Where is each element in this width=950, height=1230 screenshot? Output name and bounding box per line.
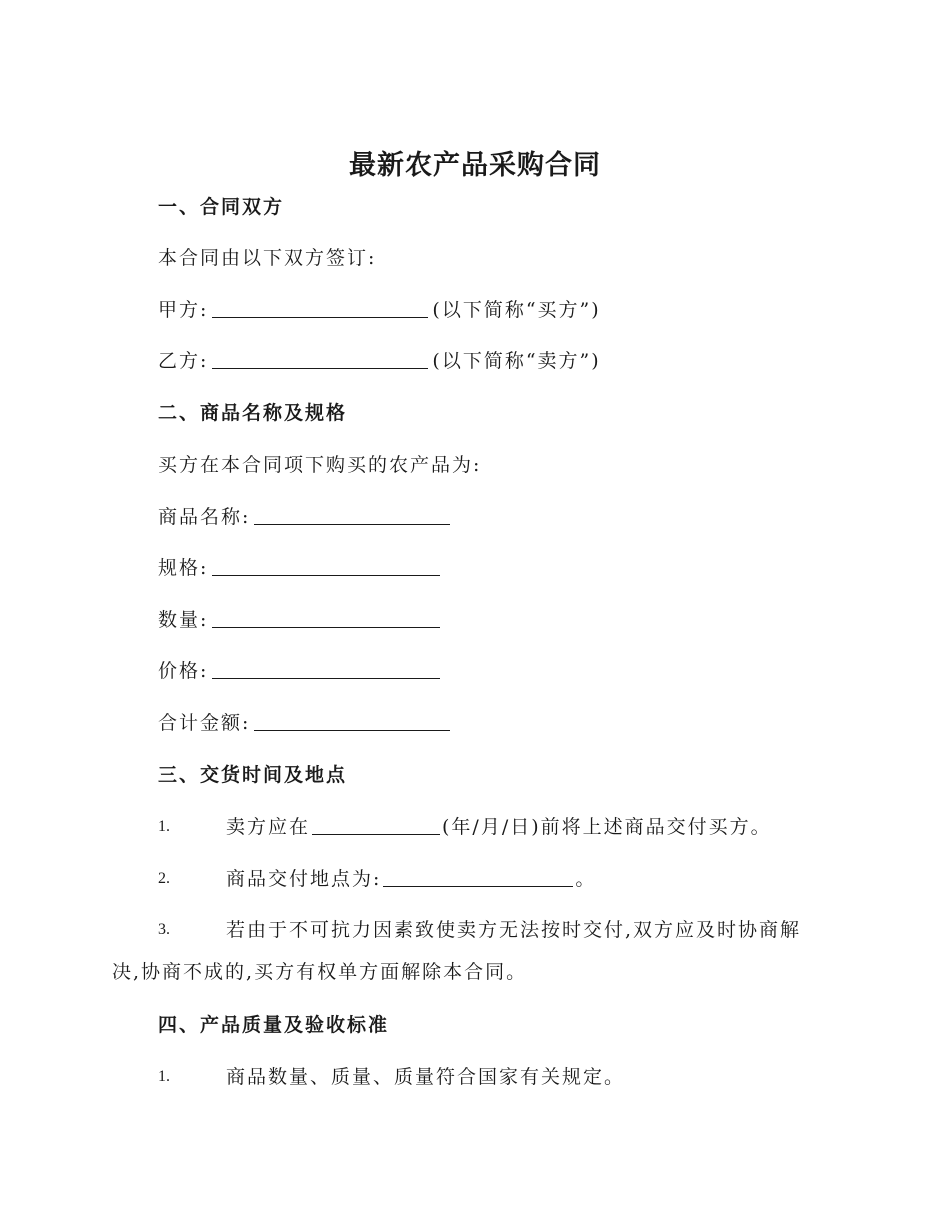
section-4-heading: 四、产品质量及验收标准 [158,1014,390,1036]
price-label: 价格: [158,660,209,682]
party-a-label: 甲方: [158,299,209,321]
spec-label: 规格: [158,557,209,579]
s3-item-1 [226,814,772,840]
s3-item-2-pre: 商品交付地点为: [226,868,382,890]
product-name-line [158,504,454,530]
s3-item-2-post: 。 [575,868,597,890]
party-b-suffix: (以下简称“卖方”) [432,350,601,372]
s3-item-2 [226,866,596,892]
party-a-suffix: (以下简称“买方”) [432,299,601,321]
spec-blank[interactable] [212,555,440,576]
section-1-intro: 本合同由以下双方签订: [158,247,377,269]
delivery-place-blank[interactable] [383,866,573,887]
quantity-label: 数量: [158,609,209,631]
s3-item-3-number: 3. [158,921,170,938]
party-b-line [158,348,601,374]
quantity-blank[interactable] [212,607,440,628]
total-label: 合计金额: [158,712,251,734]
section-2-heading: 二、商品名称及规格 [158,402,348,424]
document-title: 最新农产品采购合同 [349,150,601,181]
price-line [158,658,444,684]
section-2-intro: 买方在本合同项下购买的农产品为: [158,454,482,476]
delivery-date-blank[interactable] [312,814,440,835]
total-line [158,710,454,736]
s3-item-2-number: 2. [158,870,170,887]
total-blank[interactable] [254,710,450,731]
spec-line [158,555,444,581]
section-1-heading: 一、合同双方 [158,196,285,218]
s3-item-1-post: (年/月/日)前将上述商品交付买方。 [442,816,772,838]
s3-item-1-pre: 卖方应在 [226,816,311,838]
party-a-blank[interactable] [212,297,428,318]
product-name-blank[interactable] [254,504,450,525]
party-b-label: 乙方: [158,350,209,372]
s4-item-1: 商品数量、质量、质量符合国家有关规定。 [226,1066,626,1088]
party-a-line [158,297,601,323]
s4-item-1-number: 1. [158,1068,170,1085]
s3-item-3-line-1: 若由于不可抗力因素致使卖方无法按时交付,双方应及时协商解 [226,919,802,941]
price-blank[interactable] [212,658,440,679]
s3-item-1-number: 1. [158,818,170,835]
product-name-label: 商品名称: [158,506,251,528]
quantity-line [158,607,444,633]
party-b-blank[interactable] [212,348,428,369]
s3-item-3-line-2: 决,协商不成的,买方有权单方面解除本合同。 [112,961,528,983]
section-3-heading: 三、交货时间及地点 [158,764,348,786]
